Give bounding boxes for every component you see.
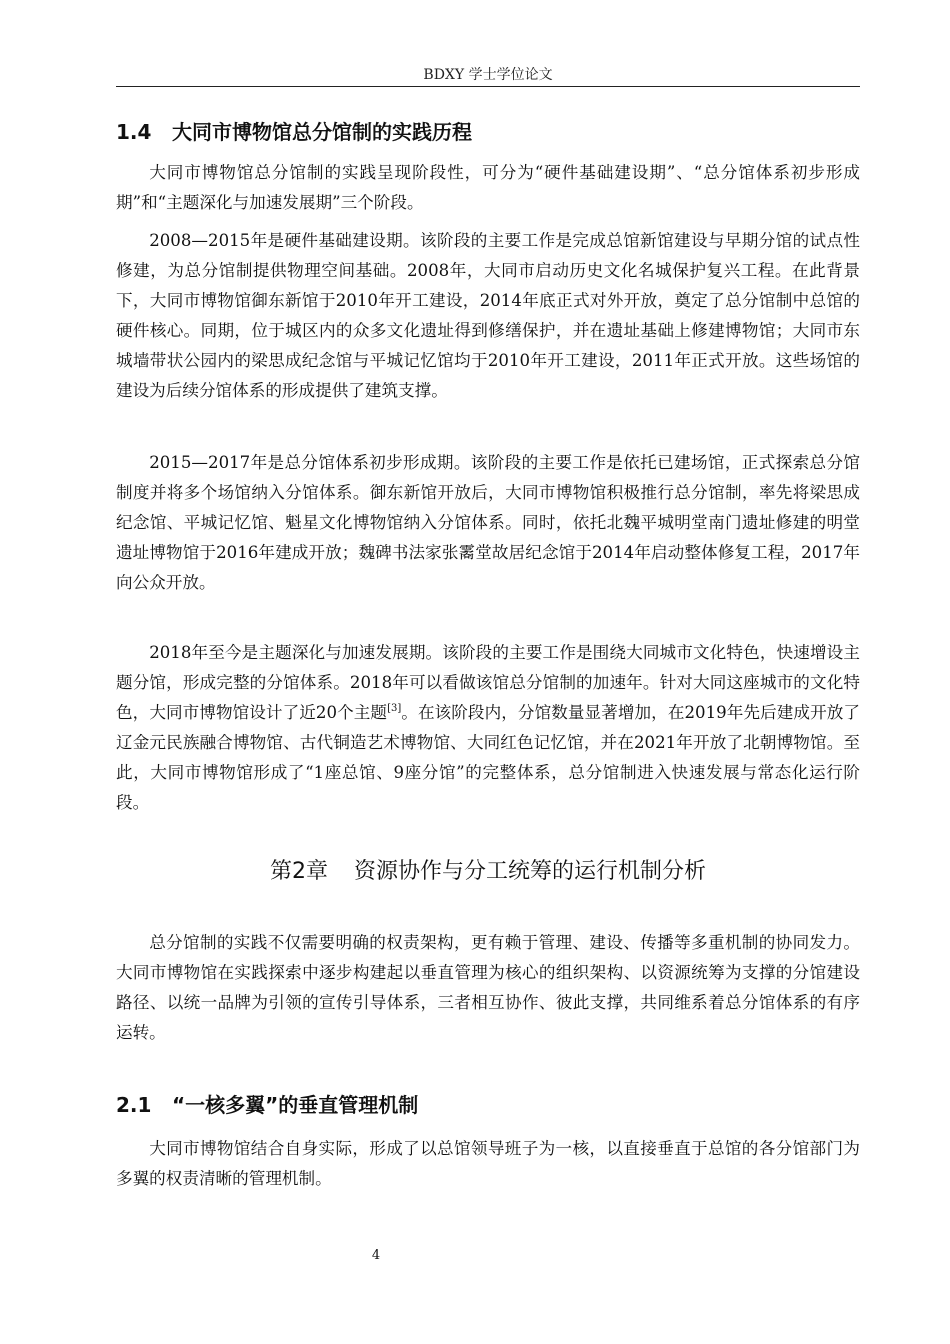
running-header: BDXY 学士学位论文 — [423, 67, 553, 83]
chapter-label: 第2章 — [269, 859, 328, 884]
citation-reference: [3] — [387, 703, 402, 714]
section-heading-1-4 — [116, 118, 860, 146]
paragraph: 大同市博物馆结合自身实际，形成了以总馆领导班子为一核，以直接垂直于总馆的各分馆部门为多翼的权责清晰的管理机制。 — [116, 1139, 860, 1188]
chapter-heading — [116, 857, 860, 887]
section-title: “一核多翼”的垂直管理机制 — [172, 1093, 419, 1117]
section-number: 2.1 — [116, 1093, 152, 1117]
section-number: 1.4 — [116, 120, 152, 144]
section-heading-2-1 — [116, 1091, 860, 1119]
paragraph: 总分馆制的实践不仅需要明确的权责架构，更有赖于管理、建设、传播等多重机制的协同发力。大同市博物馆在实践探索中逐步构建起以垂直管理为核心的组织架构、以资源统筹为支撑的分馆建设路径、以统一品牌为引领的宣传引导体系，三者相互协作、彼此支撑，共同维系着总分馆体系的有序运转。 — [116, 933, 860, 1042]
paragraph: 2015—2017年是总分馆体系初步形成期。该阶段的主要工作是依托已建场馆，正式探索总分馆制度并将多个场馆纳入分馆体系。御东新馆开放后，大同市博物馆积极推行总分馆制，率先将梁思成纪念馆、平城记忆馆、魁星文化博物馆纳入分馆体系。同时，依托北魏平城明堂南门遗址修建的明堂遗址博物馆于2016年建成开放；魏碑书法家张霱堂故居纪念馆于2014年启动整体修复工程，2017年向公众开放。 — [116, 453, 860, 592]
paragraph-text: 。在该阶段内，分馆数量显著增加，在2019年先后建成开放了辽金元民族融合博物馆、古代铜造艺术博物馆、大同红色记忆馆，并在2021年开放了北朝博物馆。至此，大同市博物馆形成了“1座总馆、9座分馆”的完整体系，总分馆制进入快速发展与常态化运行阶段。 — [116, 703, 860, 812]
paragraph: 2008—2015年是硬件基础建设期。该阶段的主要工作是完成总馆新馆建设与早期分馆的试点性修建，为总分馆制提供物理空间基础。2008年，大同市启动历史文化名城保护复兴工程。在此背景下，大同市博物馆御东新馆于2010年开工建设，2014年底正式对外开放，奠定了总分馆制中总馆的硬件核心。同期，位于城区内的众多文化遗址得到修缮保护，并在遗址基础上修建博物馆；大同市东城墙带状公园内的梁思成纪念馆与平城记忆馆均于2010年开工建设，2011年正式开放。这些场馆的建设为后续分馆体系的形成提供了建筑支撑。 — [116, 231, 860, 400]
chapter-title: 资源协作与分工统筹的运行机制分析 — [353, 859, 706, 884]
paragraph — [116, 638, 860, 818]
paragraph-text: 2018年至今是主题深化与加速发展期。该阶段的主要工作是围绕大同城市文化特色，快速增设主题分馆，形成完整的分馆体系。2018年可以看做该馆总分馆制的加速年。针对大同这座城市的文化特色，大同市博物馆设计了近20个主题 — [116, 643, 860, 722]
paragraph: 大同市博物馆总分馆制的实践呈现阶段性，可分为“硬件基础建设期”、“总分馆体系初步形成期”和“主题深化与加速发展期”三个阶段。 — [116, 163, 860, 212]
page-number: 4 — [371, 1248, 381, 1263]
section-title: 大同市博物馆总分馆制的实践历程 — [172, 120, 472, 144]
header-divider — [116, 86, 860, 87]
